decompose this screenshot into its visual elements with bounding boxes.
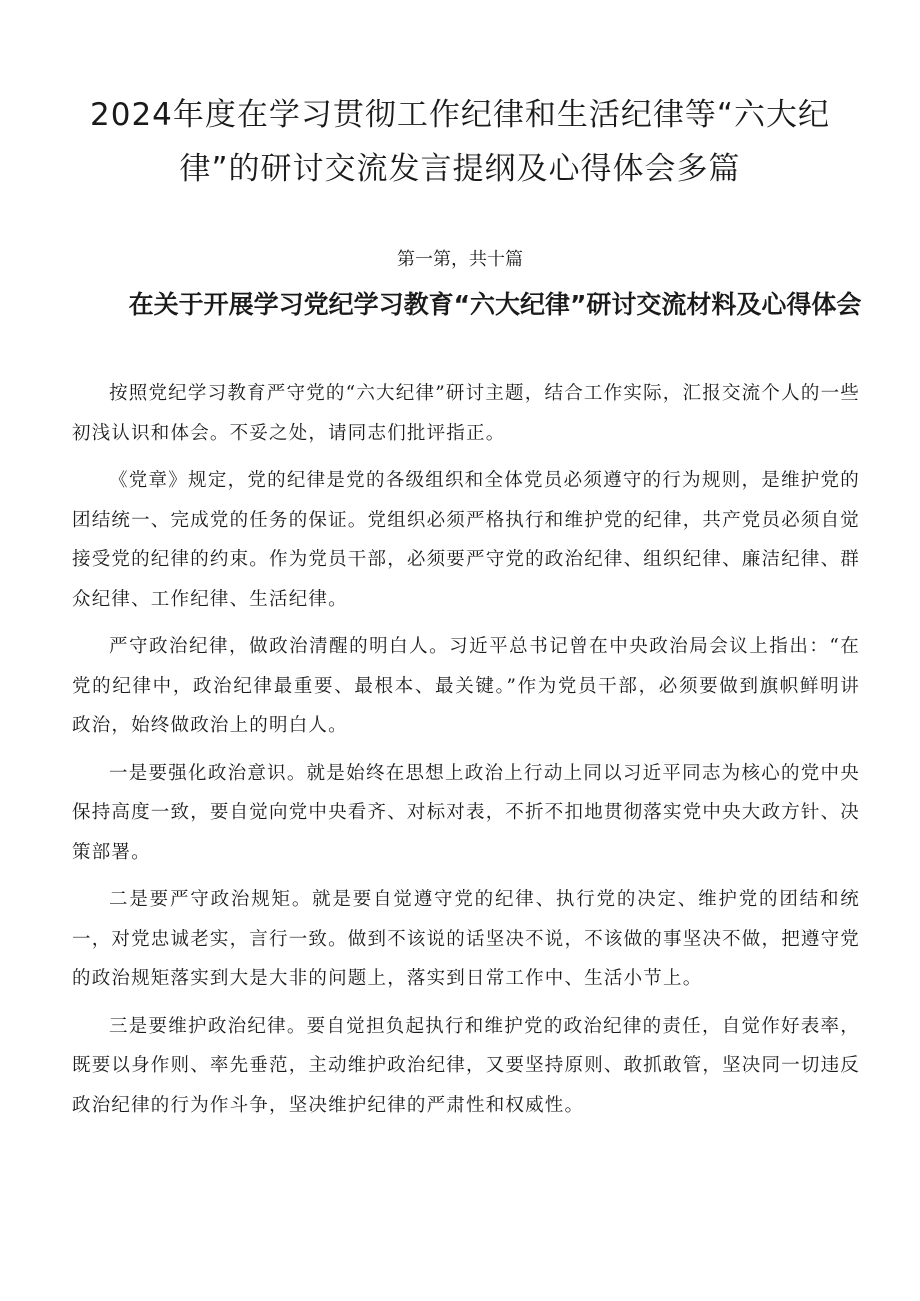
paragraph-point-two: 二是要严守政治规矩。就是要自觉遵守党的纪律、执行党的决定、维护党的团结和统一，对党忠诚老实，言行一致。做到不该说的话坚决不说，不该做的事坚决不做，把遵守党的政治规矩落实到大是大非的问题上，落实到日常工作中、生活小节上。	[72, 889, 861, 989]
article-body	[72, 374, 860, 1133]
paragraph-point-three: 三是要维护政治纪律。要自觉担负起执行和维护党的政治纪律的责任，自觉作好表率，既要以身作则、率先垂范，主动维护政治纪律，又要坚持原则、敢抓敢管，坚决同一切违反政治纪律的行为作斗争，坚决维护纪律的严肃性和权威性。	[72, 1015, 861, 1116]
article-subtitle: 在关于开展学习党纪学习教育“六大纪律”研讨交流材料及心得体会	[128, 290, 862, 319]
paragraph-point-one: 一是要强化政治意识。就是始终在思想上政治上行动上同以习近平同志为核心的党中央保持高度一致，要自觉向党中央看齐、对标对表，不折不扣地贯彻落实党中央大政方针、决策部署。	[72, 762, 861, 863]
paragraph-intro: 按照党纪学习教育严守党的“六大纪律”研讨主题，结合工作实际，汇报交流个人的一些初浅认识和体会。不妥之处，请同志们批评指正。	[72, 383, 860, 444]
paragraph-political-discipline: 严守政治纪律，做政治清醒的明白人。习近平总书记曾在中央政治局会议上指出：“在党的纪律中，政治纪律最重要、最根本、最关键。”作为党员干部，必须要做到旗帜鲜明讲政治，始终做政治上的明白人。	[72, 636, 860, 736]
document-title: 2024年度在学习贯彻工作纪律和生活纪律等“六大纪律”的研讨交流发言提纲及心得体会多篇	[90, 97, 830, 187]
paragraph-party-constitution: 《党章》规定，党的纪律是党的各级组织和全体党员必须遵守的行为规则，是维护党的团结统一、完成党的任务的保证。党组织必须严格执行和维护党的纪律，共产党员必须自觉接受党的纪律的约束。作为党员干部，必须要严守党的政治纪律、组织纪律、廉洁纪律、群众纪律、工作纪律、生活纪律。	[72, 470, 861, 610]
section-label: 第一第，共十篇	[397, 249, 523, 270]
